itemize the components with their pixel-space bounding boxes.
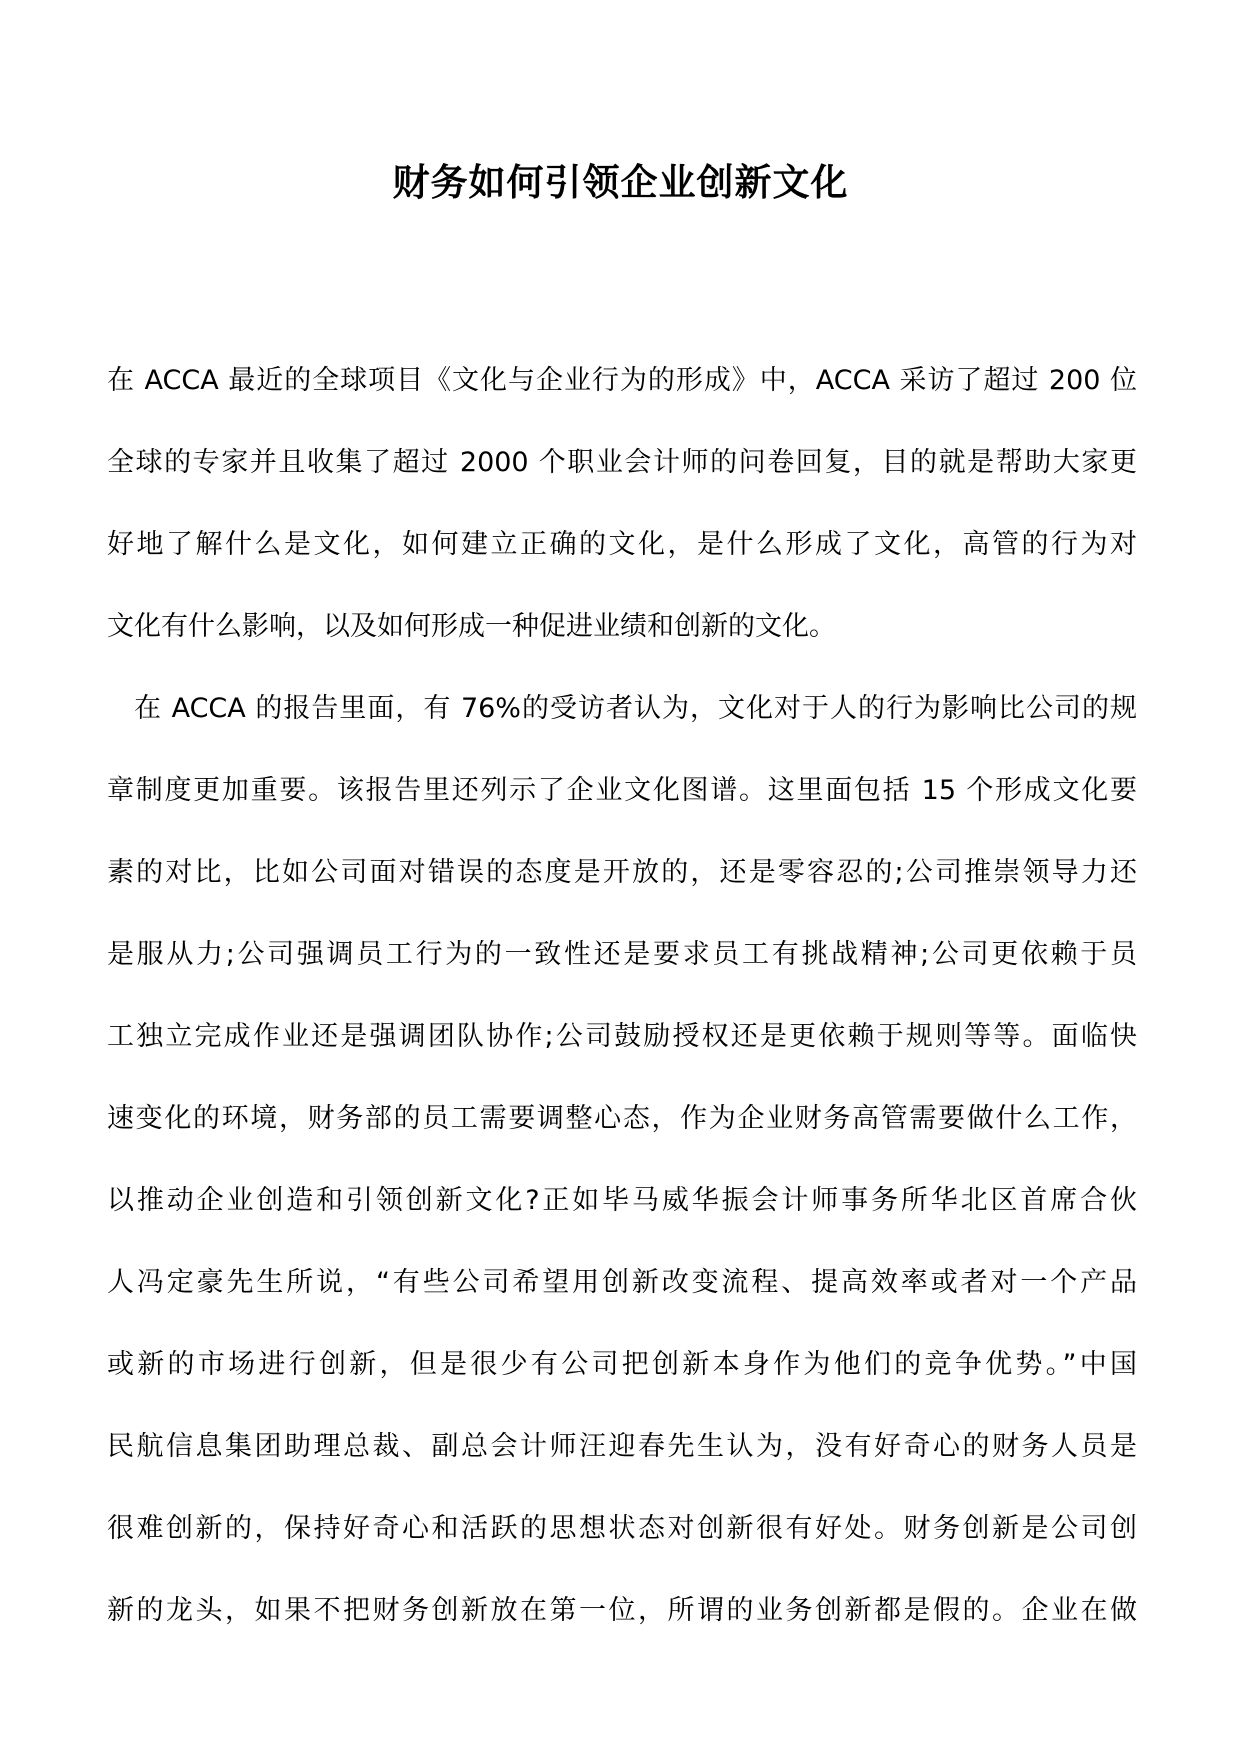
document-title: 财务如何引领企业创新文化 — [392, 160, 849, 204]
paragraph-2-line-7: 以推动企业创造和引领创新文化?正如毕马威华振会计师事务所华北区首席合伙 — [107, 1185, 1137, 1216]
paragraph-2-line-1: 在 ACCA 的报告里面，有 76%的受访者认为，文化对于人的行为影响比公司的规 — [134, 693, 1137, 724]
paragraph-2-line-5: 工独立完成作业还是强调团队协作;公司鼓励授权还是更依赖于规则等等。面临快 — [107, 1021, 1137, 1052]
paragraph-2-line-6: 速变化的环境，财务部的员工需要调整心态，作为企业财务高管需要做什么工作， — [107, 1103, 1137, 1134]
paragraph-2-line-2: 章制度更加重要。该报告里还列示了企业文化图谱。这里面包括 15 个形成文化要 — [107, 775, 1137, 806]
paragraph-2-line-3: 素的对比，比如公司面对错误的态度是开放的，还是零容忍的;公司推崇领导力还 — [107, 857, 1137, 888]
document-body — [107, 340, 1137, 1652]
paragraph-1-line-3: 好地了解什么是文化，如何建立正确的文化，是什么形成了文化，高管的行为对 — [107, 529, 1137, 560]
paragraph-2-line-4: 是服从力;公司强调员工行为的一致性还是要求员工有挑战精神;公司更依赖于员 — [107, 939, 1137, 970]
paragraph-2-line-11: 很难创新的，保持好奇心和活跃的思想状态对创新很有好处。财务创新是公司创 — [107, 1513, 1137, 1544]
paragraph-1-line-2: 全球的专家并且收集了超过 2000 个职业会计师的问卷回复，目的就是帮助大家更 — [107, 447, 1137, 478]
paragraph-2-line-12: 新的龙头，如果不把财务创新放在第一位，所谓的业务创新都是假的。企业在做 — [107, 1595, 1137, 1626]
paragraph-2-line-9: 或新的市场进行创新，但是很少有公司把创新本身作为他们的竞争优势。”中国 — [107, 1349, 1137, 1380]
paragraph-1-line-1: 在 ACCA 最近的全球项目《文化与企业行为的形成》中，ACCA 采访了超过 200 位 — [107, 365, 1137, 396]
paragraph-1-line-4: 文化有什么影响，以及如何形成一种促进业绩和创新的文化。 — [107, 611, 836, 642]
paragraph-2-line-8: 人冯定豪先生所说，“有些公司希望用创新改变流程、提高效率或者对一个产品 — [107, 1267, 1137, 1298]
paragraph-2-line-10: 民航信息集团助理总裁、副总会计师汪迎春先生认为，没有好奇心的财务人员是 — [107, 1431, 1137, 1462]
